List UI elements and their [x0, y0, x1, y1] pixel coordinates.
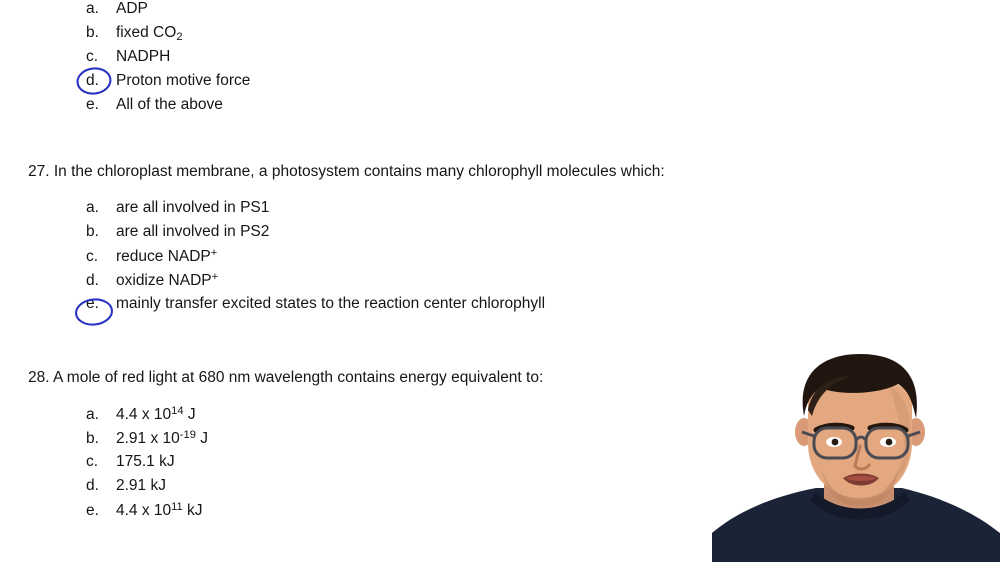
- option-row[interactable]: [86, 0, 1000, 24]
- option-list: [0, 0, 1000, 120]
- option-text: oxidize NADP+: [116, 270, 219, 289]
- option-text: are all involved in PS2: [116, 222, 270, 240]
- superscript: +: [210, 246, 218, 259]
- option-letter: d.: [86, 476, 99, 494]
- option-row[interactable]: [86, 199, 1000, 223]
- option-letter: a.: [86, 405, 99, 423]
- option-text: reduce NADP+: [116, 246, 218, 265]
- option-list: [0, 199, 1000, 319]
- option-row[interactable]: [86, 247, 1000, 271]
- option-row[interactable]: [86, 24, 1000, 48]
- option-letter: b.: [86, 222, 99, 240]
- question-block-27: [0, 162, 1000, 319]
- option-row[interactable]: [86, 223, 1000, 247]
- option-row[interactable]: [86, 48, 1000, 72]
- presenter-portrait: [712, 346, 1000, 562]
- superscript: +: [211, 270, 219, 283]
- option-letter: d.: [86, 271, 99, 289]
- question-block-26: [0, 0, 1000, 120]
- option-text: fixed $CO_2$: [116, 24, 183, 43]
- superscript: 14: [171, 404, 184, 417]
- option-text: ADP: [116, 0, 148, 17]
- option-letter: c.: [86, 247, 99, 265]
- option-letter: e.: [86, 501, 99, 519]
- option-text: are all involved in PS1: [116, 198, 270, 216]
- option-row[interactable]: [86, 271, 1000, 295]
- option-row[interactable]: [86, 96, 1000, 120]
- superscript: -19: [179, 428, 196, 441]
- option-row-selected[interactable]: [86, 295, 1000, 319]
- option-letter: e.: [86, 294, 99, 312]
- question-stem: 27. In the chloroplast membrane, a photosystem contains many chlorophyll molecules which:: [28, 163, 665, 180]
- option-text: All of the above: [116, 96, 223, 113]
- option-text: 2.91 x $10^{-19}$ J: [116, 428, 208, 447]
- option-letter: c.: [86, 48, 99, 65]
- option-letter: c.: [86, 452, 99, 470]
- subscript: 2: [176, 30, 183, 43]
- option-text: mainly transfer excited states to the reaction center chlorophyll: [116, 294, 546, 312]
- option-letter: a.: [86, 198, 99, 216]
- option-text: 175.1 kJ: [116, 452, 175, 470]
- option-letter: e.: [86, 96, 99, 113]
- option-text: Proton motive force: [116, 72, 251, 89]
- option-text: 4.4 x $10^{11}$ kJ: [116, 500, 203, 519]
- option-letter: a.: [86, 0, 99, 17]
- option-text: 4.4 x $10^{14}$ J: [116, 404, 196, 423]
- option-letter: b.: [86, 429, 99, 447]
- option-row-selected[interactable]: [86, 72, 1000, 96]
- option-text: 2.91 kJ: [116, 476, 166, 494]
- question-stem: 28. A mole of red light at 680 nm wavelength contains energy equivalent to:: [28, 369, 544, 386]
- presenter-webcam-overlay[interactable]: [712, 346, 1000, 562]
- option-letter: b.: [86, 24, 99, 41]
- option-letter: d.: [86, 72, 99, 89]
- superscript: 11: [171, 500, 183, 513]
- option-text: NADPH: [116, 48, 171, 65]
